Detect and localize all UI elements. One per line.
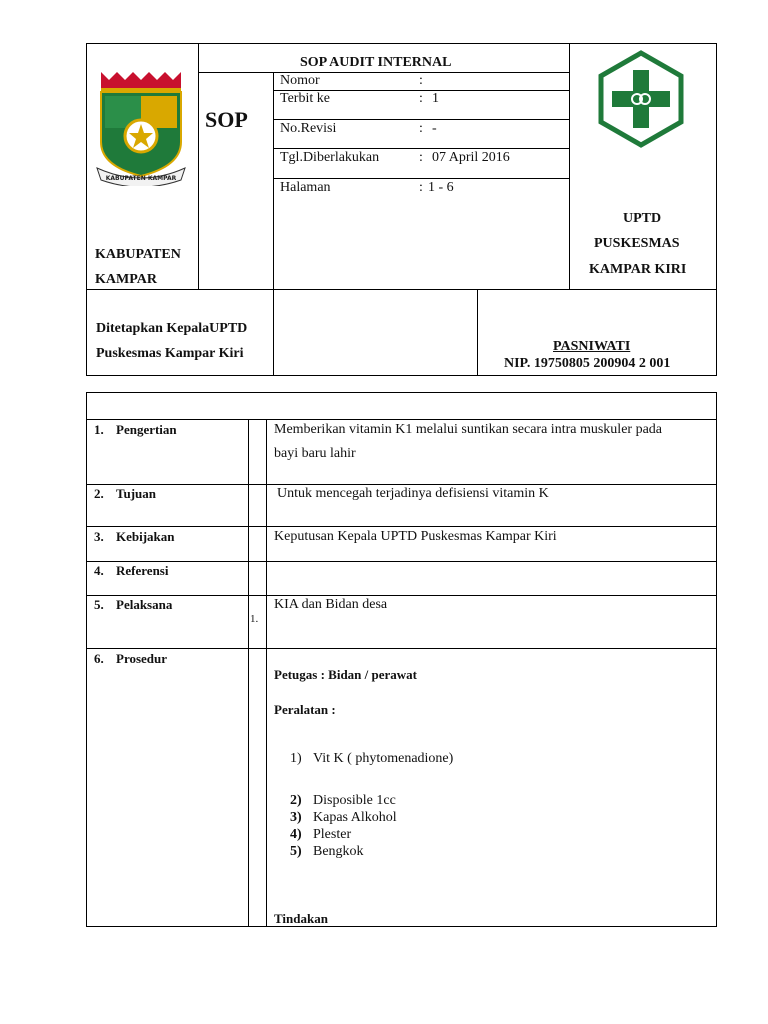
meta-value-revisi: -: [432, 121, 437, 136]
list-item-number: 2): [290, 793, 302, 808]
puskesmas-logo: [597, 50, 685, 148]
org-name-line2: PUSKESMAS: [594, 236, 680, 251]
peralatan-heading: Peralatan :: [274, 702, 336, 717]
meta-sep: :: [419, 180, 423, 195]
meta-label-halaman: Halaman: [280, 180, 331, 195]
approval-label-line2: Puskesmas Kampar Kiri: [96, 346, 244, 361]
org-name-line1: UPTD: [623, 211, 662, 226]
svg-text:KABUPATEN KAMPAR: KABUPATEN KAMPAR: [105, 175, 177, 182]
section-content: KIA dan Bidan desa: [274, 597, 388, 612]
signer-name: PASNIWATI: [553, 339, 631, 354]
meta-sep: :: [419, 150, 423, 165]
section-content-cont: bayi baru lahir: [274, 446, 356, 461]
org-name-line3: KAMPAR KIRI: [589, 262, 687, 277]
section-number: 3.: [94, 529, 104, 544]
meta-value-tgl: 07 April 2016: [432, 150, 510, 165]
region-name-line2: KAMPAR: [95, 272, 157, 287]
meta-value-halaman: 1 - 6: [428, 180, 454, 195]
kabupaten-kampar-logo: [95, 68, 187, 186]
list-item-text: Plester: [313, 827, 352, 842]
meta-label-revisi: No.Revisi: [280, 121, 337, 136]
section-title: Prosedur: [116, 651, 168, 666]
meta-label-nomor: Nomor: [280, 73, 320, 88]
section-number: 1.: [94, 422, 104, 437]
list-item-number: 5): [290, 844, 302, 859]
section-content: Untuk mencegah terjadinya defisiensi vitamin K: [277, 486, 549, 501]
list-item-number: 3): [290, 810, 302, 825]
list-item-text: Vit K ( phytomenadione): [313, 751, 454, 766]
document-title: SOP AUDIT INTERNAL: [300, 55, 452, 70]
section-title: Pelaksana: [116, 597, 173, 612]
meta-sep: :: [419, 91, 423, 106]
section-number: 4.: [94, 563, 104, 578]
list-item-text: Kapas Alkohol: [313, 810, 397, 825]
meta-label-tgl: Tgl.Diberlakukan: [280, 150, 380, 165]
meta-sep: :: [419, 121, 423, 136]
petugas-line: Petugas : Bidan / perawat: [274, 667, 417, 682]
section-title: Tujuan: [116, 486, 156, 501]
tindakan-heading: Tindakan: [274, 911, 328, 926]
section-content: Memberikan vitamin K1 melalui suntikan secara intra muskuler pada: [274, 422, 662, 437]
section-marker: 1.: [250, 613, 259, 625]
sop-label: SOP: [205, 107, 248, 132]
section-title: Kebijakan: [116, 529, 175, 544]
meta-label-terbit: Terbit ke: [280, 91, 330, 106]
list-item-text: Disposible 1cc: [313, 793, 396, 808]
list-item-text: Bengkok: [313, 844, 364, 859]
section-number: 2.: [94, 486, 104, 501]
list-item-number: 4): [290, 827, 302, 842]
section-title: Pengertian: [116, 422, 177, 437]
list-item-number: 1): [290, 751, 302, 766]
section-number: 5.: [94, 597, 104, 612]
meta-sep: :: [419, 73, 423, 88]
section-title: Referensi: [116, 563, 169, 578]
signer-nip: NIP. 19750805 200904 2 001: [504, 356, 671, 371]
section-content: Keputusan Kepala UPTD Puskesmas Kampar Kiri: [274, 529, 557, 544]
meta-value-terbit: 1: [432, 91, 439, 106]
section-number: 6.: [94, 651, 104, 666]
region-name-line1: KABUPATEN: [95, 247, 181, 262]
approval-label-line1: Ditetapkan KepalaUPTD: [96, 321, 248, 336]
